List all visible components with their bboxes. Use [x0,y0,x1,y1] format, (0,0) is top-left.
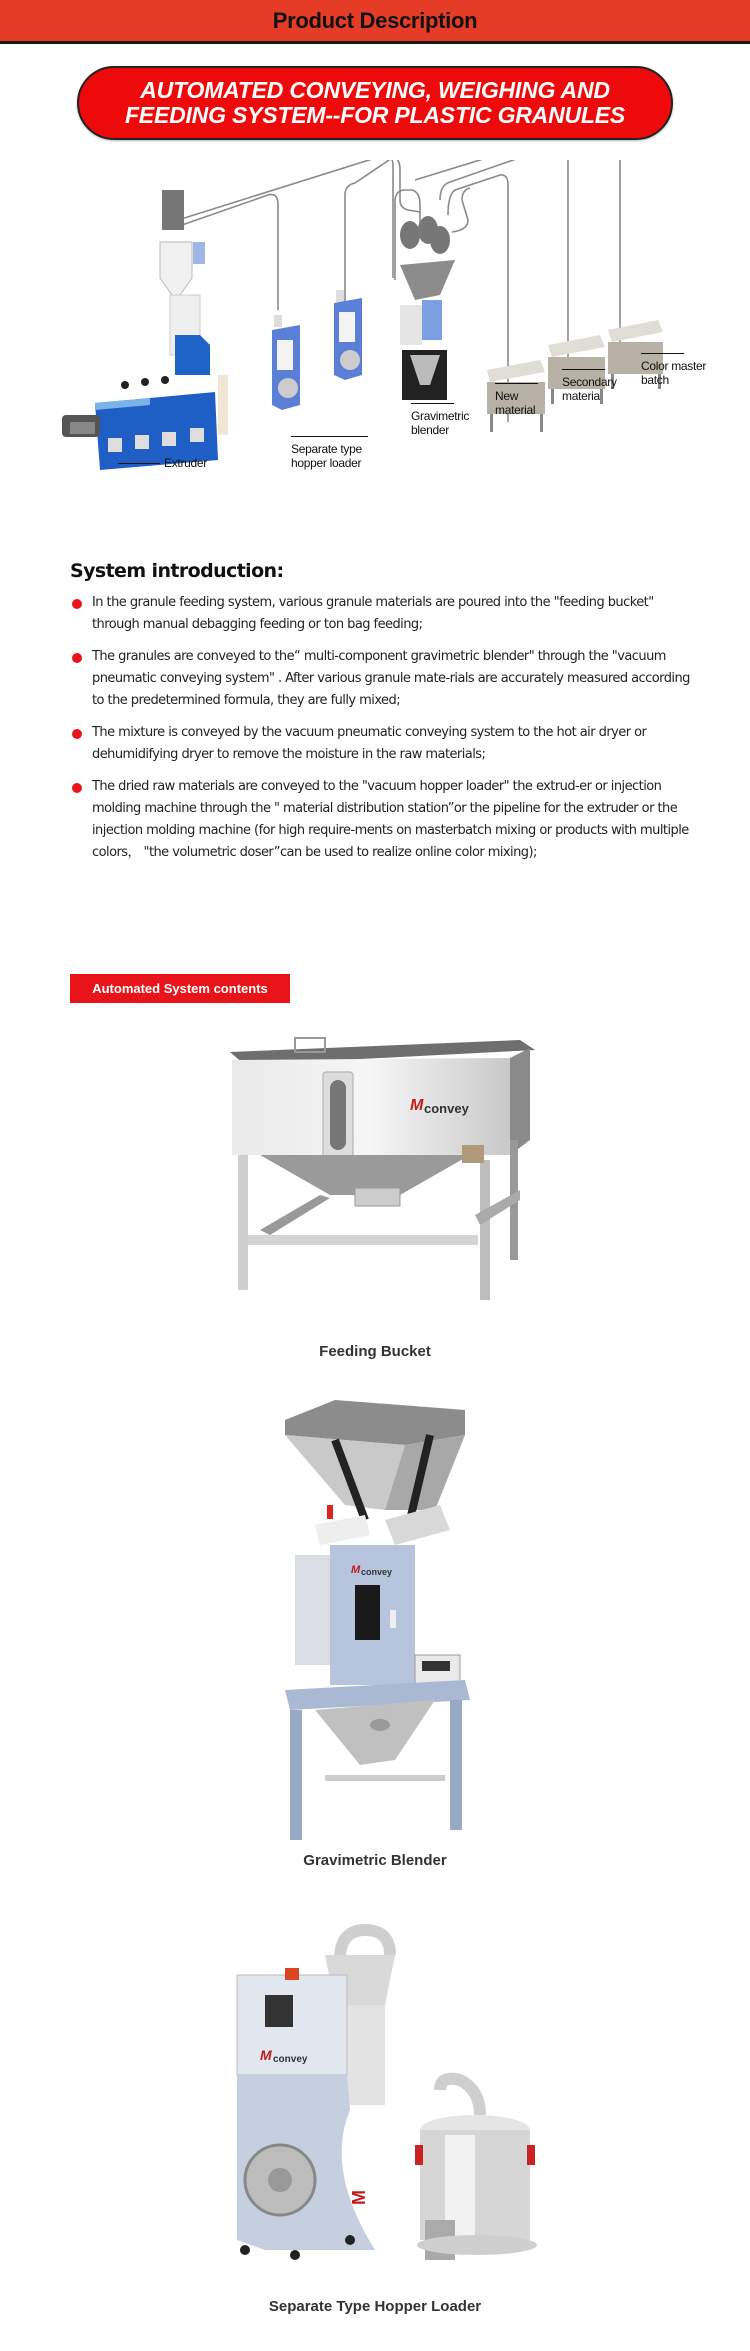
system-introduction [70,560,690,874]
automated-system-contents-badge [70,974,290,1003]
svg-text:M: M [260,2047,272,2063]
intro-bullet-text: The dried raw materials are conveyed to the "vacuum hopper loader" the extrud-er or injection molding machine through the " material distribution station”or the pipeline for the extruder or the injection molding machine (for high require-ments on masterbatch mixing or products with multiple colors， "the volumetric doser”can be used to realize online color mixing); [92,779,689,860]
system-layout-diagram [0,160,750,520]
label-secondary-2: materia [562,389,600,403]
header-title: Product Description [272,7,478,33]
product-hopper-loader [0,1920,750,2340]
secondary-leader-line [562,369,605,370]
gravimetric-blender-image [265,1395,495,1855]
svg-text:M: M [351,1564,361,1576]
extruder-icon [62,190,228,470]
label-new-2: material [495,403,536,417]
hopper-loader-icon [272,290,362,410]
svg-text:convey: convey [361,1567,393,1577]
label-extruder: Extruder [164,456,207,470]
color-master-leader-line [641,353,684,354]
banner-line-2: FEEDING SYSTEM--FOR PLASTIC GRANULES [124,102,626,128]
label-color-2: batch [641,373,669,387]
product-description-header [0,0,750,44]
hopper-loader-image [225,1920,555,2280]
banner-line-1: AUTOMATED CONVEYING, WEIGHING AND [140,77,610,103]
label-hopper-loader-2: hopper loader [291,456,362,470]
label-hopper-loader-1: Separate type [291,442,362,456]
new-material-leader-line [495,383,538,384]
bullet-dot-icon [72,729,82,739]
blender-leader-line [411,403,454,404]
section-badge-label: Automated System contents [92,981,268,996]
extruder-leader-line [118,463,160,464]
feeding-bucket-image [220,1030,550,1320]
product-feeding-bucket [0,1030,750,1360]
svg-text:M: M [349,2190,369,2205]
gravimetric-blender-icon [400,216,455,400]
label-secondary-1: Secondary [562,375,617,389]
intro-heading: System introduction: [70,560,284,582]
product-caption: Gravimetric Blender [303,1852,447,1869]
system-diagram-illustration [0,160,750,520]
intro-bullet-text: The granules are conveyed to the“ multi-component gravimetric blender" through the "vacuum pneumatic conveying system" . After various granule mate-rials are accurately measured according to the predetermined formula, they are fully mixed; [92,649,690,708]
svg-text:convey: convey [424,1101,469,1116]
svg-text:M: M [410,1097,424,1114]
product-gravimetric-blender [0,1395,750,1885]
intro-bullet [70,776,690,864]
intro-bullet [70,722,690,766]
label-blender-1: Gravimetric [411,409,470,423]
bullet-dot-icon [72,783,82,793]
bullet-dot-icon [72,653,82,663]
bullet-dot-icon [72,599,82,609]
label-blender-2: blender [411,423,449,437]
intro-bullet-text: The mixture is conveyed by the vacuum pneumatic conveying system to the hot air dryer or dehumidifying dryer to remove the moisture in the raw materials; [92,725,647,762]
product-caption: Feeding Bucket [319,1343,431,1360]
hopper-loader-leader-line [291,436,368,437]
intro-bullet [70,592,690,636]
label-color-1: Color master [641,359,707,373]
system-title-banner [77,66,673,140]
intro-bullet [70,646,690,712]
intro-bullet-text: In the granule feeding system, various granule materials are poured into the "feeding bucket" through manual debagging feeding or ton bag feeding; [92,595,654,632]
label-new-1: New [495,389,519,403]
product-caption: Separate Type Hopper Loader [268,2298,482,2315]
svg-text:convey: convey [273,2054,308,2065]
